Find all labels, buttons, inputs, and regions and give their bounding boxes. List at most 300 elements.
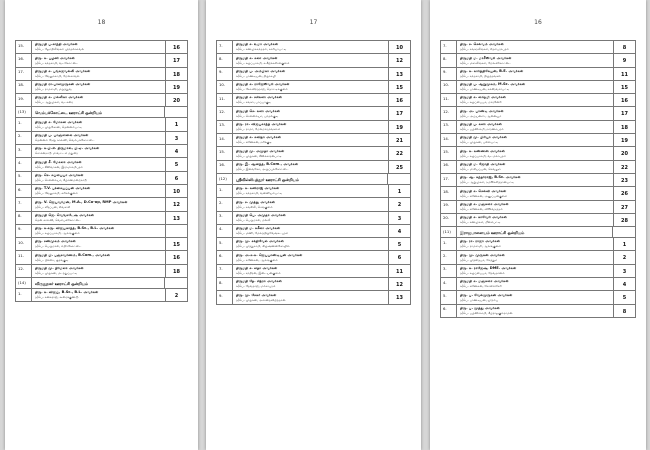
ward-number: 3: [165, 132, 187, 144]
member-details: [233, 265, 388, 277]
table-row: [440, 214, 636, 227]
ward-number: 2: [165, 289, 187, 301]
member-address: த/பெ. கனகராஜ், கூரைக்குண்டு: [35, 295, 79, 300]
member-details: [32, 81, 165, 93]
member-name: திரு. அ.க.க. ஜெயபாண்டியன் அவர்கள்: [236, 252, 303, 257]
member-name: திருமதி ப.சாந்தி அவர்கள்: [35, 42, 78, 47]
member-details: [457, 238, 613, 250]
ward-number: 15: [613, 81, 635, 93]
member-name: திரு. ச. முத்து அவர்கள்: [236, 199, 276, 204]
ward-number: 13: [165, 212, 187, 224]
member-name: திரு. அ. பாண்டி அவர்கள்: [460, 108, 504, 113]
ward-number: 13: [388, 68, 410, 80]
ward-number: 22: [388, 147, 410, 159]
table-row: [216, 238, 411, 251]
section-number: (14): [16, 278, 32, 288]
member-details: [233, 212, 388, 224]
serial-number: 7.: [217, 265, 233, 277]
section-spacer: [165, 278, 187, 288]
ward-number: 12: [165, 198, 187, 210]
member-name: திருமதி தே. சித்ரா அவர்கள்: [236, 279, 282, 284]
member-name: திரு. ச. செல்வம் அவர்கள்: [460, 42, 504, 47]
member-address: த/பெ. ஆறுமுகம், நமஸ்கரித்தான்பட்டி: [460, 180, 514, 185]
ward-number: 8: [613, 305, 635, 317]
serial-number: 18.: [16, 81, 32, 93]
member-name: திருமதி பி. பஞ்சவர்ணம், B.Com., அவர்கள்: [35, 252, 110, 257]
document-page-17: [206, 0, 421, 450]
member-name: திருமதி ப. ஆறுமுகம், M.Sc. அவர்கள்: [460, 82, 526, 87]
table-row: [15, 158, 188, 171]
member-details: [457, 68, 613, 80]
ward-number: 18: [613, 121, 635, 133]
member-details: [457, 41, 613, 53]
member-address: க/பெ. பாண்டியன், சுக்கிரவார்பட்டி: [460, 87, 510, 92]
table-row: [15, 185, 188, 198]
member-address: க/பெ. சீனிவாசன், இராமசாமிபுரம்: [35, 164, 83, 169]
table-row: [15, 145, 188, 158]
member-details: [233, 198, 388, 210]
table-row: [216, 94, 411, 107]
member-details: [233, 94, 388, 106]
member-details: [32, 132, 165, 144]
member-address: த/பெ. கந்தசாமி, வடகோட்டை: [35, 60, 79, 65]
member-name: திருமதி மு. பிரியா அவர்கள்: [460, 135, 507, 140]
serial-number: 3.: [16, 145, 32, 157]
serial-number: 7.: [441, 41, 457, 53]
member-name: திரு. ப. முத்து அவர்கள்: [460, 305, 500, 310]
member-details: [233, 161, 388, 173]
member-details: [32, 145, 165, 157]
member-details: [457, 187, 613, 199]
section-title: இராஜபாளையம் ஊராட்சி ஒன்றியம்: [457, 227, 613, 237]
member-details: [32, 41, 165, 53]
member-address: க/பெ. ஆறுமுகம், வடகரை: [35, 100, 73, 105]
table-row: [440, 94, 636, 107]
table-row: [216, 251, 411, 264]
serial-number: 4.: [441, 278, 457, 290]
table-row: [440, 134, 636, 147]
member-name: திருமதி ம. ஜோதி அவர்கள்: [460, 161, 506, 166]
member-details: [32, 198, 165, 210]
member-address: க/பெ. பழனிசாமி, நாரணாபுரம்: [460, 127, 504, 132]
member-name: திரு. ப. வேல்முருகன் அவர்கள்: [460, 292, 513, 297]
member-address: த/பெ. கருப்பசாமி, ஆலங்குளம்: [35, 231, 80, 236]
member-name: திருமதி க. லக்ஷ்மி அவர்கள்: [460, 95, 506, 100]
serial-number: 1.: [16, 118, 32, 130]
member-name: திரு. ரா. விஜயகாந்த் அவர்கள்: [236, 122, 287, 127]
member-details: [233, 134, 388, 146]
serial-number: 1.: [16, 289, 32, 301]
member-address: க/பெ. செல்லையா, பந்தல்குடி: [236, 113, 279, 118]
section-header-row: [15, 107, 188, 118]
serial-number: 9.: [217, 68, 233, 80]
serial-number: 6.: [16, 185, 32, 197]
member-address: க/பெ. ஜோதிலிங்கம் முந்தல்காவல்: [35, 47, 85, 52]
member-address: க/பெ. முருகேசன், தென்னம்பட்டி: [35, 124, 82, 129]
ward-number: 9: [613, 54, 635, 66]
table-row: [15, 81, 188, 94]
section-number: (12): [217, 174, 233, 184]
member-address: க/பெ. கருப்பசாமி, க.கீழ்க்கரிசல்குளம்: [236, 60, 290, 65]
serial-number: 3.: [441, 265, 457, 277]
serial-number: 3.: [217, 212, 233, 224]
ward-number: 15: [165, 238, 187, 250]
member-table: [15, 40, 188, 302]
member-details: [32, 68, 165, 80]
member-details: [457, 174, 613, 186]
member-address: த/பெ. செல்லையா, கீழாண்மறைநாடு: [35, 177, 88, 182]
member-name: திருமதி மு. நிர்மலா அவர்கள்: [35, 266, 84, 271]
member-address: க/பெ. கணேசன், அனுப்பன்குளம்: [460, 193, 508, 198]
member-address: க/பெ. வேலுச்சாமி, மேல்காவல்: [35, 73, 80, 78]
member-address: த/பெ. இளங்கோ, அருப்புக்கோட்டை: [236, 166, 289, 171]
serial-number: 13.: [217, 121, 233, 133]
member-name: திருமதி மு. அமுதா அவர்கள்: [236, 148, 285, 153]
member-address: க/பெ. பிச்சை, சூரங்குடி: [35, 257, 69, 262]
section-spacer: [165, 107, 187, 117]
member-details: [32, 251, 165, 263]
ward-number: 13: [388, 291, 410, 303]
member-name: திரு. மு. முருகன் அவர்கள்: [460, 252, 505, 257]
serial-number: 8.: [217, 278, 233, 290]
serial-number: 11.: [441, 94, 457, 106]
member-details: [233, 68, 388, 80]
member-details: [32, 118, 165, 130]
section-header-row: [216, 174, 411, 185]
table-row: [216, 291, 411, 304]
member-name: திருமதி ப. பாஞ்சாலை அவர்கள்: [35, 133, 89, 138]
member-name: திரு. க. கார்த்திகேயன், B.E. அவர்கள்: [460, 68, 524, 73]
table-row: [15, 265, 188, 278]
member-details: [457, 201, 613, 213]
ward-number: 21: [388, 134, 410, 146]
member-details: [32, 289, 165, 301]
serial-number: 13.: [441, 121, 457, 133]
member-name: திருமதி ஜெ. வெங்கடேஷ் அவர்கள்: [35, 212, 94, 217]
member-name: திரு. க. விஜய், B.Sc., B.L. அவர்கள்: [35, 290, 99, 295]
table-row: [440, 278, 636, 291]
member-details: [457, 107, 613, 119]
table-row: [440, 187, 636, 200]
table-row: [440, 251, 636, 264]
member-name: திரு. க. கண்ணன் அவர்கள்: [460, 148, 505, 153]
serial-number: 15.: [217, 147, 233, 159]
table-row: [216, 198, 411, 211]
table-row: [440, 68, 636, 81]
member-address: க/பெ. சண்முகம், மீனம்பட்டி: [460, 220, 501, 225]
member-name: திருமதி ச. பங்கஜவல்லி அவர்கள்: [35, 68, 91, 73]
ward-number: 10: [165, 185, 187, 197]
page-number: 17: [309, 19, 318, 26]
table-row: [15, 251, 188, 264]
serial-number: 15.: [16, 41, 32, 53]
member-address: க/பெ. சங்கர், பாப்பாகுடி: [236, 100, 272, 105]
member-name: திரு. செ. சுப்பையா அவர்கள்: [35, 172, 84, 177]
section-spacer: [388, 174, 410, 184]
ward-number: 1: [165, 118, 187, 130]
member-address: த/பெ. கருப்பசாமி, வடமலாபுரம்: [460, 153, 507, 158]
member-table: [216, 40, 411, 305]
serial-number: 10.: [217, 81, 233, 93]
member-name: திரு. க.பி.சி. திருமால், பி.ஏ. அவர்கள்: [35, 146, 100, 151]
table-row: [440, 201, 636, 214]
table-row: [440, 161, 636, 174]
member-details: [457, 265, 613, 277]
member-details: [32, 158, 165, 170]
table-row: [15, 238, 188, 251]
member-name: திரு. க. கனிராஜ் அவர்கள்: [236, 186, 280, 191]
ward-number: 5: [388, 238, 410, 250]
section-header-row: [440, 227, 636, 238]
section-number: (13): [16, 107, 32, 117]
table-row: [15, 212, 188, 225]
member-details: [233, 41, 388, 53]
member-name: திருமதி க. கலா அவர்கள்: [236, 55, 278, 60]
table-row: [216, 265, 411, 278]
serial-number: 16.: [441, 161, 457, 173]
ward-number: 16: [388, 94, 410, 106]
ward-number: 28: [613, 214, 635, 226]
ward-number: 4: [613, 278, 635, 290]
member-address: க/பெ. மணி, மேலத்திருவேங்கடபுரம்: [236, 231, 289, 236]
table-row: [216, 185, 411, 198]
table-row: [440, 291, 636, 304]
ward-number: 15: [388, 81, 410, 93]
table-row: [440, 174, 636, 187]
ward-number: 12: [388, 278, 410, 290]
member-name: திருமதி சீ. மேகலா அவர்கள்: [35, 159, 82, 164]
section-title: வெம்பக்கோட்டை ஊராட்சி ஒன்றியம்: [32, 107, 165, 117]
ward-number: 16: [165, 41, 187, 53]
member-details: [233, 121, 388, 133]
ward-number: 20: [165, 94, 187, 106]
section-spacer: [613, 227, 635, 237]
member-name: திருமதி க. ராஜேஸ்வரி அவர்கள்: [236, 82, 290, 87]
table-row: [216, 161, 411, 174]
member-address: க/பெ. பெருமாள், மல்லி: [236, 217, 271, 222]
table-row: [15, 118, 188, 131]
ward-number: 2: [613, 251, 635, 263]
member-name: திருமதி பெ. அமுதா அவர்கள்: [236, 212, 286, 217]
serial-number: 9.: [16, 225, 32, 237]
table-row: [216, 121, 411, 134]
serial-number: 12.: [217, 107, 233, 119]
member-name: திரு. க. ராஜேஷ், DME. அவர்கள்: [460, 266, 517, 271]
ward-number: 18: [165, 68, 187, 80]
member-address: த/பெ. வேலுசாமி, கரிசல்குளம்: [35, 191, 78, 196]
member-details: [457, 251, 613, 263]
serial-number: 18.: [441, 187, 457, 199]
member-name: திருமதி க. செல்வி அவர்கள்: [460, 188, 507, 193]
table-row: [216, 81, 411, 94]
ward-number: 4: [388, 225, 410, 237]
ward-number: 2: [388, 198, 410, 210]
serial-number: 7.: [217, 41, 233, 53]
member-address: த/பெ. முத்தையா, சேத்தூர்: [460, 257, 498, 262]
member-address: க/பெ. பாண்டியன், திருச்சுழி: [236, 73, 276, 78]
table-row: [216, 41, 411, 54]
ward-number: 23: [613, 174, 635, 186]
member-name: திருமதி க. மஞ்சுளா அவர்கள்: [460, 201, 509, 206]
table-row: [15, 41, 188, 54]
table-row: [216, 278, 411, 291]
serial-number: 6.: [217, 251, 233, 263]
serial-number: 1.: [441, 238, 457, 250]
serial-number: 12.: [16, 265, 32, 277]
ward-number: 16: [165, 251, 187, 263]
member-details: [233, 238, 388, 250]
member-details: [457, 161, 613, 173]
member-address: த/பெ. சங்கிலி, செங்குளம்: [236, 204, 273, 209]
member-name: திரு. V. ஜெயவர்மன், M.A., D.Co-op, RMP அவர்கள்: [35, 199, 128, 204]
member-address: த/பெ. முருகன், அச்சன்தவிழ்த்தான்: [236, 297, 286, 302]
member-name: திருமதி ச. மோகன அவர்கள்: [35, 119, 83, 124]
serial-number: 11.: [16, 251, 32, 263]
member-name: திருமதி செ. கலா அவர்கள்: [236, 108, 281, 113]
ward-number: 5: [165, 158, 187, 170]
ward-number: 5: [613, 291, 635, 303]
table-row: [15, 54, 188, 67]
serial-number: 16.: [217, 161, 233, 173]
table-row: [15, 172, 188, 185]
member-details: [457, 81, 613, 93]
member-address: தென்னம் நேரூ காலனி, வெம்பக்கோட்டை: [35, 138, 95, 143]
ward-number: 18: [165, 265, 187, 277]
member-details: [457, 54, 613, 66]
serial-number: 11.: [217, 94, 233, 106]
member-name: திருமதி ப. கலா அவர்கள்: [460, 122, 502, 127]
table-row: [15, 289, 188, 302]
member-details: [233, 54, 388, 66]
member-name: திரு. ஆ. சுந்தர்ராஜ், B.Sc. அவர்கள்: [460, 175, 521, 180]
member-name: திருமதி ச. சசிகலா அவர்கள்: [236, 95, 283, 100]
member-name: திரு. க. பழனி அவர்கள்: [35, 55, 75, 60]
member-name: திரு. மு. சேகர் அவர்கள்: [236, 292, 277, 297]
ward-number: 10: [388, 41, 410, 53]
table-row: [440, 81, 636, 94]
member-address: தென் காலனி, வெம்பக்கோட்டை: [35, 217, 82, 222]
serial-number: 8.: [441, 54, 457, 66]
ward-number: 6: [165, 172, 187, 184]
member-details: [233, 81, 388, 93]
ward-number: 25: [388, 161, 410, 173]
serial-number: 9.: [441, 68, 457, 80]
member-address: க/பெ. கருப்பையா, மாரனேரி: [460, 100, 502, 105]
member-details: [32, 185, 165, 197]
table-row: [440, 121, 636, 134]
member-address: த/பெ. கந்தசாமி, திருத்தங்கல்: [460, 73, 501, 78]
member-details: [233, 278, 388, 290]
member-address: க/பெ. மகாலிங்கம், மேலக்கோட்டை: [460, 60, 511, 65]
member-details: [457, 94, 613, 106]
member-details: [32, 238, 165, 250]
member-name: திருமதி ச. உமா அவர்கள்: [236, 42, 279, 47]
ward-number: 17: [165, 54, 187, 66]
member-details: [457, 214, 613, 226]
member-details: [457, 147, 613, 159]
member-name: திருமதி ம. மாரீஸ்வரி அவர்கள்: [460, 55, 512, 60]
serial-number: 2.: [441, 251, 457, 263]
table-row: [440, 147, 636, 160]
table-row: [216, 68, 411, 81]
member-details: [32, 54, 165, 66]
table-row: [216, 225, 411, 238]
serial-number: 2.: [16, 132, 32, 144]
member-details: [32, 265, 165, 277]
table-row: [216, 134, 411, 147]
serial-number: 14.: [441, 134, 457, 146]
member-address: த/பெ. கந்தசாமி, வன்னியம்பட்டி: [236, 191, 283, 196]
member-name: திரு. சண்முகம் அவர்கள்: [35, 239, 76, 244]
ward-number: 3: [388, 212, 410, 224]
serial-number: 9.: [217, 291, 233, 303]
serial-number: 15.: [441, 147, 457, 159]
serial-number: 4.: [16, 158, 32, 170]
serial-number: 10.: [16, 238, 32, 250]
table-row: [440, 41, 636, 54]
section-title: ஸ்ரீவில்லிபுத்தூர் ஊராட்சி ஒன்றியம்: [233, 174, 388, 184]
member-name: திரு. இ. ஆனந்த், B.Com., அவர்கள்: [236, 161, 299, 166]
ward-number: 1: [613, 238, 635, 250]
document-page-18: [5, 0, 198, 450]
member-address: த/பெ. சங்கரலிங்கம், சிதம்பராபுரம்: [460, 47, 509, 52]
member-name: திருமதி க. கவிதா அவர்கள்: [236, 135, 281, 140]
ward-number: 16: [613, 94, 635, 106]
ward-number: 6: [388, 251, 410, 263]
serial-number: 6.: [441, 305, 457, 317]
member-address: த/பெ. பழனிச்சாமி, கீழராஜகுலராமன்: [460, 310, 513, 315]
member-name: திருமதி ரா.பாலமுருகன் அவர்கள்: [35, 82, 91, 87]
member-address: த/பெ. ராமசாமி, மருத்துவ: [35, 87, 72, 92]
member-details: [233, 291, 388, 303]
member-address: த/பெ. முத்துசாமி, கிருஷ்ணன்கோயில்: [236, 244, 290, 249]
member-details: [233, 185, 388, 197]
ward-number: 19: [613, 134, 635, 146]
ward-number: 11: [388, 265, 410, 277]
member-name: திருமதி ச. காவேரி அவர்கள்: [460, 215, 507, 220]
serial-number: 17.: [441, 174, 457, 186]
ward-number: [165, 225, 187, 237]
ward-number: 17: [388, 107, 410, 119]
member-address: க/பெ. கோவிந்தராஜ், தொட்டிக்குளம்: [236, 87, 288, 92]
table-row: [216, 212, 411, 225]
member-details: [457, 291, 613, 303]
member-address: த/பெ. வீரப்பன், சிவகாசி: [35, 204, 71, 209]
member-address: த/பெ. பெருமாள், எதிர்கோட்டை: [35, 244, 82, 249]
table-row: [440, 107, 636, 120]
member-details: [457, 305, 613, 317]
ward-number: 22: [613, 161, 635, 173]
member-details: [32, 94, 165, 106]
ward-number: 27: [613, 201, 635, 213]
member-details: [233, 107, 388, 119]
member-details: [233, 147, 388, 159]
member-details: [32, 172, 165, 184]
member-details: [32, 212, 165, 224]
serial-number: 19.: [441, 201, 457, 213]
member-name: திருமதி க. மஞ்சுளா அவர்கள்: [460, 279, 509, 284]
table-row: [440, 305, 636, 318]
serial-number: 7.: [16, 198, 32, 210]
member-details: [233, 225, 388, 237]
table-row: [15, 132, 188, 145]
member-table: [440, 40, 636, 318]
member-address: த/பெ. கணேசன், ஆலங்குளம்: [236, 257, 278, 262]
serial-number: 10.: [441, 81, 457, 93]
table-row: [440, 238, 636, 251]
member-name: திரு. ரா. ராஜா அவர்கள்: [460, 239, 500, 244]
table-row: [216, 107, 411, 120]
